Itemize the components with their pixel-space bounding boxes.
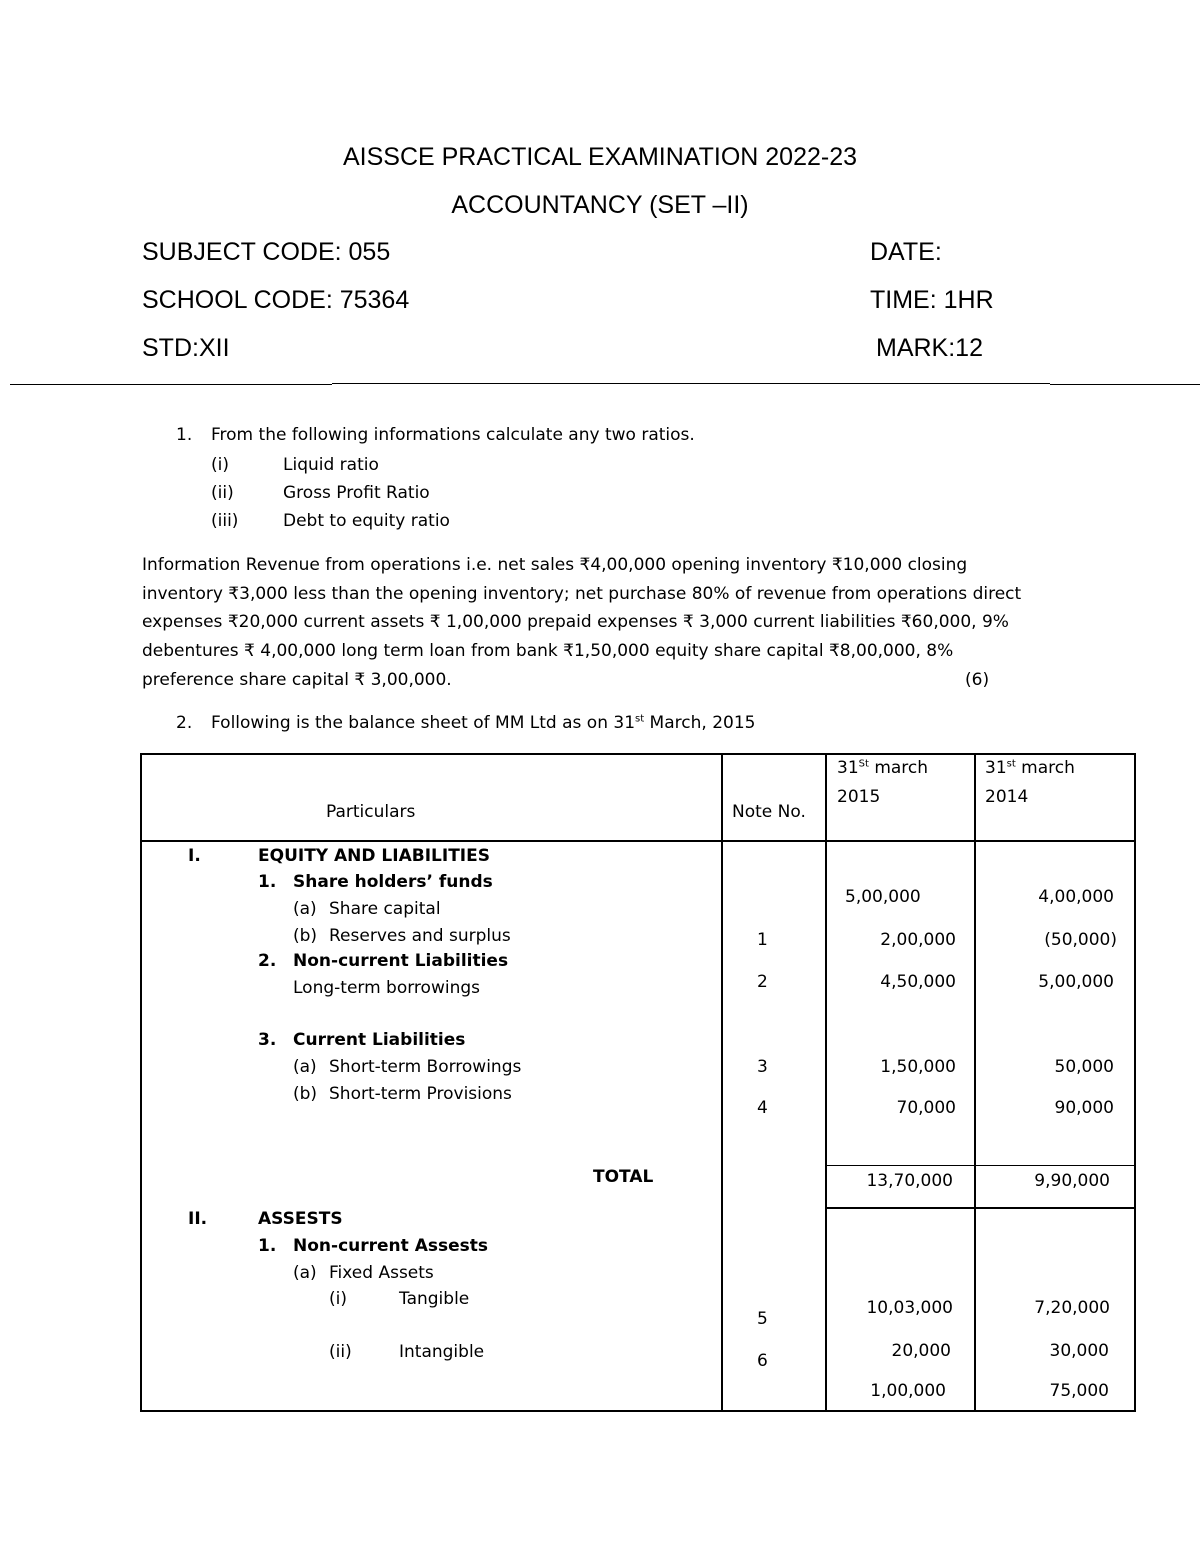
header-2014: 31st march (985, 758, 1075, 778)
value-2014: 30,000 (1049, 1341, 1109, 1361)
q1-prompt: From the following informations calculate any two ratios. (211, 425, 695, 445)
section-heading: ASSESTS (258, 1209, 343, 1229)
table-divider-note (721, 753, 723, 1412)
exam-date: DATE: (870, 238, 942, 266)
value-2014: 50,000 (1054, 1057, 1114, 1077)
value-2015: 1,50,000 (880, 1057, 956, 1077)
value-2014: 7,20,000 (1034, 1298, 1110, 1318)
table-border-left (140, 753, 142, 1412)
total-label: TOTAL (593, 1167, 654, 1187)
q1-option-num: (i) (211, 455, 229, 475)
q1-marks: (6) (965, 670, 990, 690)
exam-title: AISSCE PRACTICAL EXAMINATION 2022-23 (342, 143, 858, 171)
value-2014-total: 9,90,000 (1034, 1171, 1110, 1191)
header-divider-right (1050, 384, 1200, 385)
q1-info-line: preference share capital ₹ 3,00,000. (142, 670, 452, 690)
total-rule-bottom (826, 1207, 1136, 1209)
table-border-bottom (140, 1410, 1136, 1412)
line-item: Long-term borrowings (293, 978, 480, 998)
q1-option-label: Debt to equity ratio (283, 511, 450, 531)
item-heading: Current Liabilities (293, 1030, 466, 1050)
line-item: Reserves and surplus (329, 926, 511, 946)
item-heading: Non-current Liabilities (293, 951, 509, 971)
note-number: 5 (757, 1309, 768, 1329)
item-letter: (a) (293, 1057, 317, 1077)
header-note-no: Note No. (732, 802, 806, 822)
value-2014: 4,00,000 (1038, 887, 1114, 907)
q1-option-label: Liquid ratio (283, 455, 379, 475)
item-letter: (a) (293, 899, 317, 919)
q1-info-line: Information Revenue from operations i.e. net sales ₹4,00,000 opening inventory ₹10,000 closing (142, 555, 968, 575)
item-roman: (ii) (329, 1342, 352, 1362)
note-number: 1 (757, 930, 768, 950)
note-number: 6 (757, 1351, 768, 1371)
q1-info-line: debentures ₹ 4,00,000 long term loan from bank ₹1,50,000 equity share capital ₹8,00,000, 8% (142, 641, 954, 661)
value-2015: 10,03,000 (866, 1298, 953, 1318)
table-header-rule (140, 840, 1136, 842)
total-rule-top (826, 1165, 1136, 1166)
line-item: Short-term Provisions (329, 1084, 512, 1104)
item-heading: Share holders’ funds (293, 872, 493, 892)
q1-option-num: (ii) (211, 483, 234, 503)
value-2015: 2,00,000 (880, 930, 956, 950)
item-letter: (b) (293, 926, 318, 946)
item-number: 1. (258, 872, 277, 892)
standard: STD:XII (142, 334, 230, 362)
value-2015: 5,00,000 (845, 887, 921, 907)
value-2014: (50,000) (1044, 930, 1117, 950)
value-2015-total: 13,70,000 (866, 1171, 953, 1191)
value-2015: 20,000 (891, 1341, 951, 1361)
line-item: Fixed Assets (329, 1263, 434, 1283)
q1-option-label: Gross Profit Ratio (283, 483, 430, 503)
subject-code: SUBJECT CODE: 055 (142, 238, 391, 266)
line-item: Tangible (399, 1289, 470, 1309)
note-number: 4 (757, 1098, 768, 1118)
line-item: Intangible (399, 1342, 485, 1362)
value-2014: 90,000 (1054, 1098, 1114, 1118)
table-border-right (1134, 753, 1136, 1412)
q1-info-line: expenses ₹20,000 current assets ₹ 1,00,000 prepaid expenses ₹ 3,000 current liabilities ₹60,000, 9% (142, 612, 1009, 632)
value-2014: 5,00,000 (1038, 972, 1114, 992)
header-divider-middle (332, 383, 1050, 384)
note-number: 3 (757, 1057, 768, 1077)
line-item: Short-term Borrowings (329, 1057, 522, 1077)
q1-info-line: inventory ₹3,000 less than the opening inventory; net purchase 80% of revenue from operations direct (142, 584, 1022, 604)
item-heading: Non-current Assests (293, 1236, 488, 1256)
item-number: 2. (258, 951, 277, 971)
max-marks: MARK:12 (876, 334, 983, 362)
item-roman: (i) (329, 1289, 347, 1309)
header-2014-year: 2014 (985, 787, 1029, 807)
header-particulars: Particulars (326, 802, 416, 822)
section-roman: I. (188, 846, 201, 866)
exam-time: TIME: 1HR (870, 286, 994, 314)
school-code: SCHOOL CODE: 75364 (142, 286, 410, 314)
table-border-top (140, 753, 1136, 755)
value-2015: 1,00,000 (870, 1381, 946, 1401)
value-2015: 70,000 (896, 1098, 956, 1118)
item-number: 3. (258, 1030, 277, 1050)
value-2015: 4,50,000 (880, 972, 956, 992)
item-letter: (a) (293, 1263, 317, 1283)
header-2015-year: 2015 (837, 787, 881, 807)
item-letter: (b) (293, 1084, 318, 1104)
q2-prompt: Following is the balance sheet of MM Ltd as on 31st March, 2015 (211, 713, 756, 733)
q2-number: 2. (176, 713, 193, 733)
section-roman: II. (188, 1209, 208, 1229)
header-2015: 31St march (837, 758, 929, 778)
item-number: 1. (258, 1236, 277, 1256)
q1-number: 1. (176, 425, 193, 445)
header-divider-left (10, 384, 332, 385)
section-heading: EQUITY AND LIABILITIES (258, 846, 490, 866)
note-number: 2 (757, 972, 768, 992)
exam-subtitle: ACCOUNTANCY (SET –II) (451, 191, 749, 219)
line-item: Share capital (329, 899, 441, 919)
q1-option-num: (iii) (211, 511, 239, 531)
value-2014: 75,000 (1049, 1381, 1109, 1401)
